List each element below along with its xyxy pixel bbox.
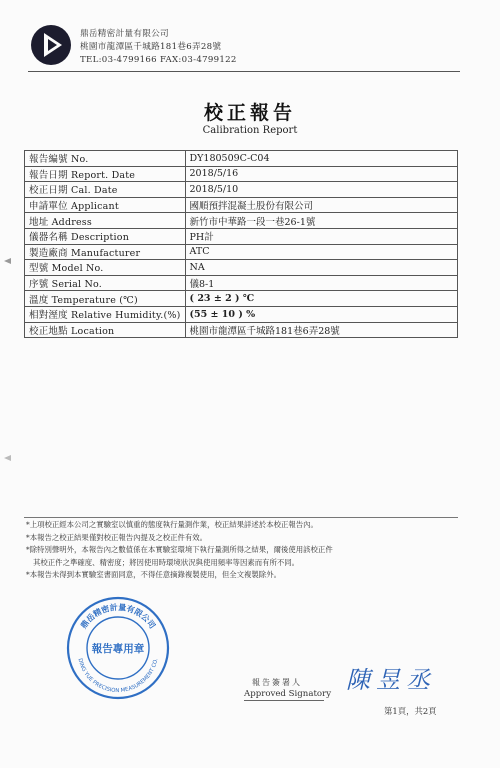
row-value: ( 23 ± 2 ) ℃ — [185, 291, 457, 307]
company-address: 桃園市龍潭區千城路181巷6弄28號 — [80, 42, 222, 52]
header-divider — [28, 71, 460, 72]
table-row — [25, 228, 458, 244]
table-row — [25, 275, 458, 291]
notes-divider — [24, 517, 458, 518]
row-value: 國順預拌混凝土股份有限公司 — [185, 197, 457, 213]
row-value: 新竹市中華路一段一巷26-1號 — [185, 213, 457, 229]
margin-mark-icon — [4, 258, 12, 264]
table-row — [25, 151, 458, 167]
note-line: *上項校正經本公司之實驗室以慎重的態度執行量測作業，校正結果詳述於本校正報告內。 — [26, 520, 318, 529]
row-value: 2018/5/16 — [185, 166, 457, 182]
row-label: 報告編號 No. — [25, 151, 186, 167]
note-line: *本報告未得到本實驗室書面同意，不得任意摘錄複製使用，但全文複製除外。 — [26, 570, 281, 580]
company-letterhead — [80, 28, 237, 67]
table-row — [25, 322, 458, 338]
table-row — [25, 306, 458, 322]
row-label: 校正地點 Location — [25, 322, 186, 338]
table-row — [25, 260, 458, 276]
row-value: DY180509C-C04 — [185, 151, 457, 167]
seal-center-text: 報告專用章 — [91, 643, 145, 655]
row-label: 儀器名稱 Description — [25, 228, 186, 244]
signatory-label: 報告簽署人 — [252, 678, 302, 687]
table-row — [25, 182, 458, 198]
seal-ring-text: 鼎岳精密計量有限公司 — [79, 602, 157, 631]
margin-mark-icon — [4, 455, 12, 461]
report-info-table — [24, 150, 458, 338]
row-value: 2018/5/10 — [185, 182, 457, 198]
signatory-label-en: Approved Signatory — [244, 689, 332, 699]
row-label: 校正日期 Cal. Date — [25, 182, 186, 198]
row-label: 製造廠商 Manufacturer — [25, 244, 186, 260]
page-number: 第1頁，共2頁 — [384, 706, 437, 716]
row-label: 申請單位 Applicant — [25, 197, 186, 213]
table-row — [25, 213, 458, 229]
row-value: 儀8-1 — [185, 275, 457, 291]
note-line: *除特別聲明外，本報告內之數值係在本實驗室環境下執行量測所得之結果，爾後使用該校正件 — [26, 545, 333, 555]
row-value: 桃園市龍潭區千城路181巷6弄28號 — [185, 322, 457, 338]
row-label: 溫度 Temperature (℃) — [25, 291, 186, 307]
report-seal-stamp-icon — [66, 596, 170, 700]
company-name: 鼎岳精密計量有限公司 — [80, 29, 169, 39]
signature-line — [244, 700, 324, 701]
report-notes — [26, 519, 466, 582]
report-subtitle: Calibration Report — [202, 125, 298, 136]
handwritten-signature-icon — [342, 660, 452, 696]
row-label: 地址 Address — [25, 213, 186, 229]
report-title: 校正報告 — [203, 102, 296, 124]
signature-text: 陳昱丞 — [346, 666, 436, 694]
table-row — [25, 291, 458, 307]
row-value: ATC — [185, 244, 457, 260]
row-label: 型號 Model No. — [25, 260, 186, 276]
note-line: *本報告之校正結果僅對校正報告內提及之校正件有效。 — [26, 532, 208, 542]
table-row — [25, 197, 458, 213]
seal-ring-text-en: DING YUE PRECISION MEASUREMENT CO. — [76, 657, 160, 695]
row-value: PH計 — [185, 228, 457, 244]
table-row — [25, 244, 458, 260]
note-line: 其校正件之準確度、精密度；將因使用時環境狀況與使用頻率等因素而有所不同。 — [33, 557, 300, 567]
row-value: (55 ± 10 ) % — [185, 306, 457, 322]
row-label: 序號 Serial No. — [25, 275, 186, 291]
row-label: 報告日期 Report. Date — [25, 166, 186, 182]
company-logo-icon — [30, 24, 72, 66]
row-label: 相對溼度 Relative Humidity.(%) — [25, 306, 186, 322]
table-row — [25, 166, 458, 182]
company-contact: TEL:03-4799166 FAX:03-4799122 — [80, 55, 237, 65]
row-value: NA — [185, 260, 457, 276]
